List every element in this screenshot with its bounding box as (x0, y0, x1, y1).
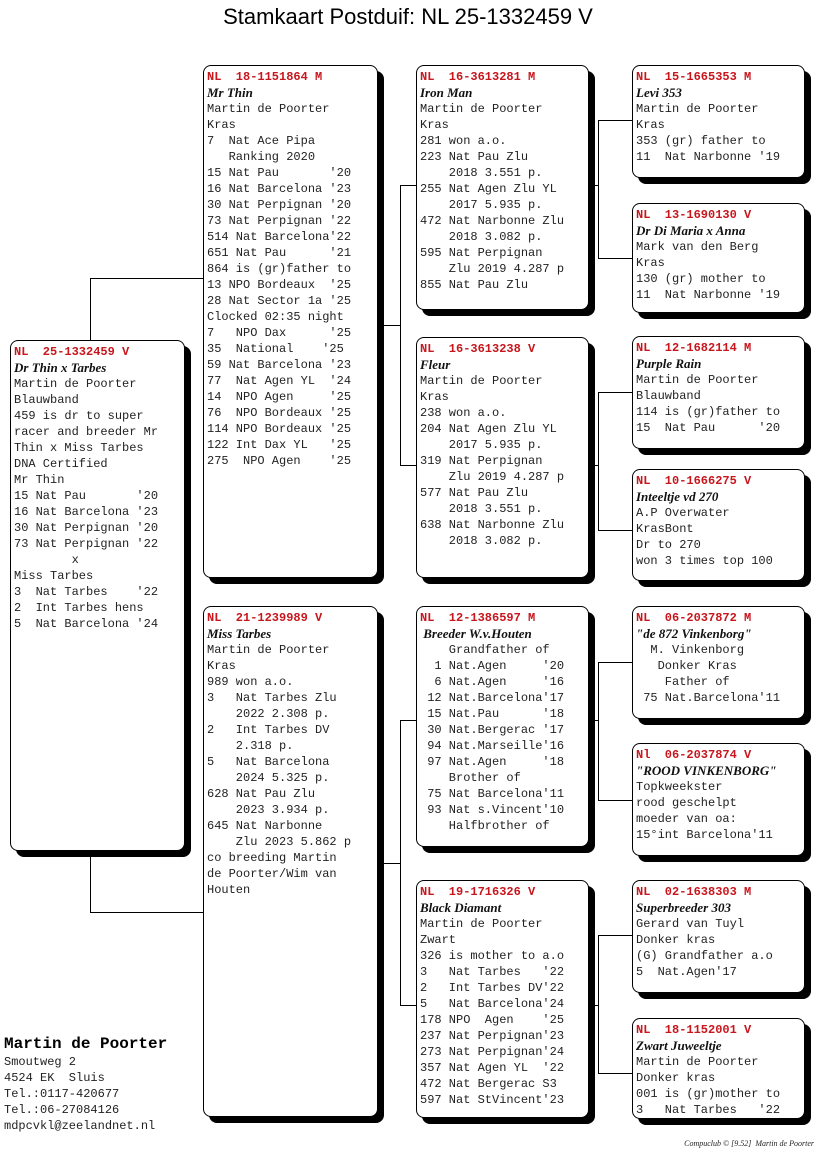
card-line: 2023 3.934 p. (207, 803, 330, 817)
card-line: Dr to 270 (636, 538, 701, 552)
card-line: Zlu 2019 4.287 p (420, 470, 565, 484)
card-line: A.P Overwater (636, 506, 730, 520)
pigeon-card-ss-dam (632, 203, 805, 313)
card-line: 353 (gr) father to (636, 134, 766, 148)
card-line: Martin de Poorter (14, 377, 137, 391)
card-line: Blauwband (636, 389, 701, 403)
card-line: 237 Nat Perpignan'23 (420, 1029, 565, 1043)
card-line: 651 Nat Pau '21 (207, 246, 352, 260)
card-line: Ranking 2020 (207, 150, 316, 164)
pigeon-card-dam-sire (416, 606, 589, 847)
owner-mobile: Tel.:06-27084126 (4, 1103, 120, 1117)
card-line: 13 NPO Bordeaux '25 (207, 278, 352, 292)
card-line: Clocked 02:35 night (207, 310, 344, 324)
connector (90, 856, 91, 912)
card-line: Martin de Poorter (636, 373, 759, 387)
card-line: Martin de Poorter (636, 102, 759, 116)
pigeon-name: Fleur (420, 357, 451, 372)
card-line: 6 Nat.Agen '16 (420, 675, 565, 689)
owner-email: mdpcvkl@zeelandnet.nl (4, 1119, 156, 1133)
card-line: Brother of (420, 771, 521, 785)
card-line: KrasBont (636, 522, 694, 536)
card-line: 5 Nat.Agen'17 (636, 965, 737, 979)
connector (598, 530, 632, 531)
card-line: 459 is dr to super (14, 409, 144, 423)
owner-city: 4524 EK Sluis (4, 1071, 105, 1085)
card-line: 989 won a.o. (207, 675, 294, 689)
card-line: 319 Nat Perpignan (420, 454, 543, 468)
pigeon-card-sire-dam (416, 337, 589, 578)
connector (400, 720, 401, 1005)
card-line: 326 is mother to a.o (420, 949, 565, 963)
card-line: 15 Nat Pau '20 (636, 421, 781, 435)
connector (598, 258, 632, 259)
connector (598, 800, 632, 801)
card-line: Donker kras (636, 933, 716, 947)
card-line: moeder van oa: (636, 812, 737, 826)
card-line: 1 Nat.Agen '20 (420, 659, 565, 673)
ring-number: NL 10-1666275 V (636, 474, 752, 488)
card-line: 3 Nat Tarbes Zlu (207, 691, 337, 705)
pigeon-name: Breeder W.v.Houten (420, 626, 532, 641)
pigeon-name: "de 872 Vinkenborg" (636, 626, 752, 641)
card-line: 255 Nat Agen Zlu YL (420, 182, 557, 196)
card-line: 2022 2.308 p. (207, 707, 330, 721)
card-line: 855 Nat Pau Zlu (420, 278, 529, 292)
ring-number: NL 25-1332459 V (14, 345, 130, 359)
card-line: 73 Nat Perpignan '22 (207, 214, 352, 228)
card-line: 5 Nat Barcelona '24 (14, 617, 159, 631)
card-line: 281 won a.o. (420, 134, 507, 148)
ring-number: NL 16-3613238 V (420, 342, 536, 356)
card-line: M. Vinkenborg (636, 643, 745, 657)
card-line: Topkweekster (636, 780, 723, 794)
card-line: Zlu 2019 4.287 p (420, 262, 565, 276)
card-line: 597 Nat StVincent'23 (420, 1093, 565, 1107)
card-line: 2017 5.935 p. (420, 198, 543, 212)
card-line: 275 NPO Agen '25 (207, 454, 352, 468)
pigeon-name: Superbreeder 303 (636, 900, 731, 915)
card-line: Martin de Poorter (420, 917, 543, 931)
connector (90, 912, 203, 913)
card-line: 628 Nat Pau Zlu (207, 787, 316, 801)
card-line: rood geschelpt (636, 796, 737, 810)
ring-number: NL 19-1716326 V (420, 885, 536, 899)
card-line: 14 NPO Agen '25 (207, 390, 352, 404)
card-line: co breeding Martin (207, 851, 337, 865)
card-line: Miss Tarbes (14, 569, 94, 583)
connector (598, 935, 599, 1073)
card-line: Kras (207, 118, 236, 132)
card-line: 76 NPO Bordeaux '25 (207, 406, 352, 420)
card-line: Grandfather of (420, 643, 550, 657)
connector (598, 392, 632, 393)
card-line: 114 is (gr)father to (636, 405, 781, 419)
card-line: 12 Nat.Barcelona'17 (420, 691, 565, 705)
connector (90, 278, 203, 279)
card-line: racer and breeder Mr (14, 425, 159, 439)
connector (383, 863, 400, 864)
owner-phone: Tel.:0117-420677 (4, 1087, 120, 1101)
card-line: 73 Nat Perpignan '22 (14, 537, 159, 551)
card-line: Kras (207, 659, 236, 673)
card-line: Kras (420, 118, 449, 132)
card-line: 5 Nat Barcelona (207, 755, 330, 769)
ring-number: NL 15-1665353 M (636, 70, 752, 84)
card-line: 15°int Barcelona'11 (636, 828, 773, 842)
pigeon-name: Dr Thin x Tarbes (14, 360, 107, 375)
card-line: won 3 times top 100 (636, 554, 773, 568)
connector (598, 935, 632, 936)
ring-number: NL 18-1151864 M (207, 70, 323, 84)
card-line: 16 Nat Barcelona '23 (207, 182, 352, 196)
card-line: Kras (420, 390, 449, 404)
card-line: 2018 3.551 p. (420, 502, 543, 516)
ring-number: NL 13-1690130 V (636, 208, 752, 222)
card-line: 204 Nat Agen Zlu YL (420, 422, 557, 436)
pigeon-name: Iron Man (420, 85, 473, 100)
pigeon-name: Levi 353 (636, 85, 682, 100)
ring-number: NL 18-1152001 V (636, 1023, 752, 1037)
card-line: 15 Nat Pau '20 (207, 166, 352, 180)
card-line: 514 Nat Barcelona'22 (207, 230, 352, 244)
card-line: (G) Grandfather a.o (636, 949, 773, 963)
pigeon-card-ds-dam (632, 743, 805, 856)
connector (598, 1073, 632, 1074)
card-line: 97 Nat.Agen '18 (420, 755, 565, 769)
card-line: Donker kras (636, 1071, 716, 1085)
ring-number: NL 21-1239989 V (207, 611, 323, 625)
footer-credit: Compuclub © [9.52] Martin de Poorter (684, 1139, 814, 1148)
connector (400, 720, 416, 721)
card-line: 3 Nat Tarbes '22 (420, 965, 565, 979)
connector (90, 278, 91, 340)
pigeon-name: Black Diamant (420, 900, 502, 915)
connector (400, 1005, 416, 1006)
owner-block (4, 1034, 167, 1134)
card-line: 75 Nat Barcelona'11 (420, 787, 565, 801)
card-line: Father of (636, 675, 730, 689)
card-line: DNA Certified (14, 457, 108, 471)
card-line: 75 Nat.Barcelona'11 (636, 691, 781, 705)
pigeon-name: Mr Thin (207, 85, 253, 100)
ring-number: NL 06-2037872 M (636, 611, 752, 625)
pigeon-name: Inteeltje vd 270 (636, 489, 719, 504)
card-line: 7 NPO Dax '25 (207, 326, 352, 340)
card-line: 472 Nat Narbonne Zlu (420, 214, 565, 228)
card-line: 3 Nat Tarbes '22 (14, 585, 159, 599)
ring-number: NL 12-1386597 M (420, 611, 536, 625)
card-line: 223 Nat Pau Zlu (420, 150, 529, 164)
card-line: 15 Nat Pau '20 (14, 489, 159, 503)
owner-name: Martin de Poorter (4, 1035, 168, 1053)
card-line: 2018 3.551 p. (420, 166, 543, 180)
card-line: 595 Nat Perpignan (420, 246, 543, 260)
card-line: 638 Nat Narbonne Zlu (420, 518, 565, 532)
connector (598, 662, 632, 663)
card-line: 2017 5.935 p. (420, 438, 543, 452)
card-line: 2018 3.082 p. (420, 534, 543, 548)
card-line: 30 Nat Perpignan '20 (207, 198, 352, 212)
pigeon-card-ss-sire (632, 65, 805, 178)
pigeon-name: Zwart Juweeltje (636, 1038, 722, 1053)
card-line: 77 Nat Agen YL '24 (207, 374, 352, 388)
card-line: 11 Nat Narbonne '19 (636, 150, 781, 164)
card-line: 30 Nat.Bergerac '17 (420, 723, 565, 737)
card-line: 11 Nat Narbonne '19 (636, 288, 781, 302)
card-line: Kras (636, 256, 665, 270)
connector (383, 325, 400, 326)
card-line: Halfbrother of (420, 819, 550, 833)
card-line: 30 Nat Perpignan '20 (14, 521, 159, 535)
card-line: x (14, 553, 79, 567)
card-line: Martin de Poorter (420, 102, 543, 116)
card-line: 357 Nat Agen YL '22 (420, 1061, 565, 1075)
card-line: 864 is (gr)father to (207, 262, 352, 276)
pigeon-name: Purple Rain (636, 356, 702, 371)
ring-number: NL 16-3613281 M (420, 70, 536, 84)
pigeon-name: "ROOD VINKENBORG" (636, 763, 777, 778)
card-line: Martin de Poorter (207, 643, 330, 657)
connector (400, 465, 416, 466)
card-line: 59 Nat Barcelona '23 (207, 358, 352, 372)
connector (598, 120, 632, 121)
connector (598, 662, 599, 800)
card-line: Donker Kras (636, 659, 737, 673)
pigeon-name: Dr Di Maria x Anna (636, 223, 746, 238)
card-line: 238 won a.o. (420, 406, 507, 420)
card-line: 35 National '25 (207, 342, 344, 356)
card-line: 130 (gr) mother to (636, 272, 766, 286)
connector (400, 185, 401, 465)
card-line: 577 Nat Pau Zlu (420, 486, 529, 500)
card-line: 16 Nat Barcelona '23 (14, 505, 159, 519)
card-line: Houten (207, 883, 251, 897)
card-line: Martin de Poorter (420, 374, 543, 388)
pigeon-card-sire (203, 65, 378, 578)
pigeon-card-dd-dam (632, 1018, 805, 1119)
card-line: 001 is (gr)mother to (636, 1087, 781, 1101)
ring-number: NL 02-1638303 M (636, 885, 752, 899)
card-line: 122 Int Dax YL '25 (207, 438, 352, 452)
card-line: Kras (636, 118, 665, 132)
pigeon-card-sire-sire (416, 65, 589, 310)
card-line: Zwart (420, 933, 457, 947)
card-line: 3 Nat Tarbes '22 (636, 1103, 781, 1117)
connector (598, 392, 599, 530)
card-line: 273 Nat Perpignan'24 (420, 1045, 565, 1059)
card-line: 94 Nat.Marseille'16 (420, 739, 565, 753)
card-line: 2.318 p. (207, 739, 294, 753)
card-line: de Poorter/Wim van (207, 867, 337, 881)
card-line: Martin de Poorter (207, 102, 330, 116)
card-line: 114 NPO Bordeaux '25 (207, 422, 352, 436)
card-line: 2024 5.325 p. (207, 771, 330, 785)
pigeon-name: Miss Tarbes (207, 626, 272, 641)
connector (400, 185, 416, 186)
card-line: Mr Thin (14, 473, 65, 487)
card-line: 5 Nat Barcelona'24 (420, 997, 565, 1011)
card-line: 28 Nat Sector 1a '25 (207, 294, 352, 308)
card-line: 7 Nat Ace Pipa (207, 134, 316, 148)
connector (598, 120, 599, 258)
card-line: Zlu 2023 5.862 p (207, 835, 352, 849)
pigeon-card-sd-sire (632, 336, 805, 449)
pigeon-card-sd-dam (632, 469, 805, 581)
card-line: 15 Nat.Pau '18 (420, 707, 565, 721)
card-line: 2 Int Tarbes DV (207, 723, 330, 737)
card-line: 645 Nat Narbonne (207, 819, 323, 833)
card-line: Mark van den Berg (636, 240, 759, 254)
pigeon-card-ds-sire (632, 606, 805, 719)
owner-address: Smoutweg 2 (4, 1055, 77, 1069)
page-title: Stamkaart Postduif: NL 25-1332459 V (223, 4, 593, 29)
pigeon-card-dd-sire (632, 880, 805, 993)
ring-number: Nl 06-2037874 V (636, 748, 752, 762)
card-line: 472 Nat Bergerac S3 (420, 1077, 557, 1091)
pigeon-card-dam (203, 606, 378, 1117)
card-line: Martin de Poorter (636, 1055, 759, 1069)
card-line: 2 Int Tarbes DV'22 (420, 981, 565, 995)
card-line: Thin x Miss Tarbes (14, 441, 144, 455)
card-line: Blauwband (14, 393, 79, 407)
card-line: Gerard van Tuyl (636, 917, 745, 931)
card-line: 2 Int Tarbes hens (14, 601, 144, 615)
pigeon-card-dam-dam (416, 880, 589, 1118)
pigeon-card-subject (10, 340, 185, 851)
card-line: 2018 3.082 p. (420, 230, 543, 244)
card-line: 93 Nat s.Vincent'10 (420, 803, 565, 817)
ring-number: NL 12-1682114 M (636, 341, 752, 355)
card-line: 178 NPO Agen '25 (420, 1013, 565, 1027)
